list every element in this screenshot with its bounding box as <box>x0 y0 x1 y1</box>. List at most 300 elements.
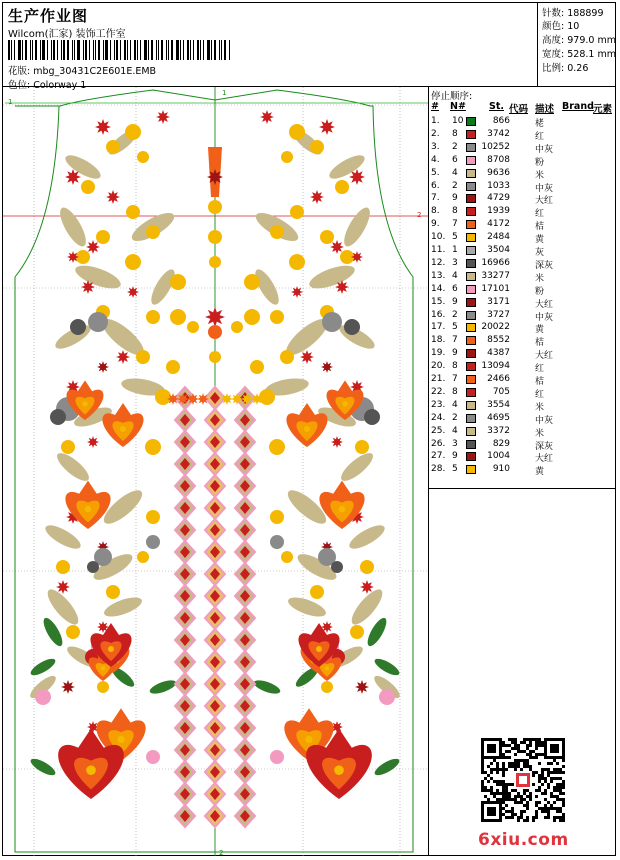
qr-module <box>535 744 538 747</box>
qr-module <box>547 816 550 819</box>
barcode-bar <box>85 40 87 60</box>
row-description: 红 <box>535 131 545 142</box>
row-stitches: 8708 <box>487 154 510 165</box>
row-stitches: 3742 <box>487 128 510 139</box>
row-stitches: 8552 <box>487 335 510 346</box>
barcode-bar <box>40 40 41 60</box>
barcode-bar <box>8 40 10 60</box>
qr-module <box>505 792 508 795</box>
qr-module <box>511 798 514 801</box>
qr-module <box>514 741 517 744</box>
qr-module <box>556 771 559 774</box>
qr-module <box>502 807 505 810</box>
flower-motif <box>85 506 92 513</box>
qr-module <box>484 786 487 789</box>
row-index: 27. <box>431 451 446 462</box>
flower-motif <box>305 736 312 743</box>
qr-module <box>520 768 523 771</box>
flower-motif <box>125 124 141 140</box>
qr-module <box>562 783 565 786</box>
qr-module <box>496 789 499 792</box>
stat-height: 高度: 979.0 mm <box>542 35 616 46</box>
flower-motif <box>342 401 347 406</box>
qr-module <box>523 792 526 795</box>
qr-module <box>547 762 550 765</box>
design-file-label: 花版: <box>8 66 31 77</box>
qr-module <box>493 768 496 771</box>
thistle-motif <box>310 190 324 204</box>
design-file-name: mbg_30431C2E601E.EMB <box>33 66 157 77</box>
barcode-bar <box>200 40 201 60</box>
col-index: # <box>431 101 439 112</box>
leaf-motif <box>339 204 374 250</box>
qr-module <box>508 816 511 819</box>
row-index: 18. <box>431 335 446 346</box>
flower-motif <box>88 312 108 332</box>
qr-module <box>526 795 529 798</box>
qr-module <box>559 789 562 792</box>
color-swatch <box>466 143 476 152</box>
qr-module <box>520 810 523 813</box>
row-stitches: 10252 <box>481 141 510 152</box>
flower-motif <box>146 750 160 764</box>
flower-motif <box>344 319 360 335</box>
qr-module <box>556 786 559 789</box>
qr-module <box>532 750 535 753</box>
color-swatch <box>466 272 476 281</box>
row-index: 25. <box>431 425 446 436</box>
row-stitches: 4172 <box>487 219 510 230</box>
row-description: 桔 <box>535 338 545 349</box>
qr-module <box>502 783 505 786</box>
row-index: 13. <box>431 270 446 281</box>
qr-module <box>505 756 508 759</box>
qr-module <box>562 780 565 783</box>
flower-motif <box>126 205 140 219</box>
leaf-motif <box>252 678 282 697</box>
flower-motif <box>289 254 305 270</box>
qr-module <box>517 816 520 819</box>
color-swatch <box>466 117 476 126</box>
row-description: 桔 <box>535 222 545 233</box>
color-swatch <box>466 182 476 191</box>
flower-motif <box>316 646 322 652</box>
flower-motif <box>209 351 221 363</box>
qr-module <box>541 753 544 756</box>
barcode-bar <box>18 40 21 60</box>
qr-module <box>556 777 559 780</box>
qr-module <box>526 747 529 750</box>
thistle-motif <box>335 280 349 294</box>
row-description: 大红 <box>535 299 554 310</box>
qr-module <box>502 741 505 744</box>
color-swatch <box>466 220 476 229</box>
qr-module <box>517 795 520 798</box>
design-file-line <box>8 63 156 77</box>
qr-module <box>547 801 550 804</box>
thistle-motif <box>97 361 109 373</box>
flower-motif <box>56 560 70 574</box>
barcode-bar <box>224 40 226 60</box>
qr-module <box>511 741 514 744</box>
qr-module <box>547 768 550 771</box>
thistle-motif <box>207 169 223 185</box>
qr-module <box>514 765 517 768</box>
qr-module <box>481 771 484 774</box>
leaf-motif <box>102 594 144 621</box>
thistle-motif <box>81 280 95 294</box>
row-index: 22. <box>431 386 446 397</box>
flower-motif <box>379 689 395 705</box>
qr-module <box>508 756 511 759</box>
qr-module <box>535 813 538 816</box>
flower-motif <box>146 510 160 524</box>
qr-module <box>481 762 484 765</box>
qr-module <box>526 744 529 747</box>
row-description: 中灰 <box>535 144 554 155</box>
col-element: 元素 <box>593 104 613 115</box>
leaf-motif <box>346 521 388 553</box>
qr-module <box>559 792 562 795</box>
flower-motif <box>82 401 87 406</box>
row-stitches: 866 <box>492 116 510 126</box>
thistle-motif <box>205 307 225 327</box>
qr-module <box>511 810 514 813</box>
flower-motif <box>87 561 99 573</box>
qr-module <box>523 765 526 768</box>
barcode-bar <box>161 40 163 60</box>
flower-motif <box>364 409 380 425</box>
qr-module <box>508 783 511 786</box>
qr-module <box>523 750 526 753</box>
qr-module <box>523 804 526 807</box>
row-stitches: 3372 <box>487 425 510 436</box>
qr-module <box>502 789 505 792</box>
row-needle: 9 <box>452 193 458 204</box>
qr-module <box>490 786 493 789</box>
color-swatch <box>466 298 476 307</box>
barcode-bar <box>22 40 23 60</box>
qr-module <box>487 789 490 792</box>
row-needle: 1 <box>452 245 458 255</box>
row-index: 28. <box>431 464 446 475</box>
qr-module <box>547 771 550 774</box>
barcode-bar <box>25 40 27 60</box>
barcode-bar <box>221 40 222 60</box>
qr-module <box>553 795 556 798</box>
thistle-motif <box>319 119 335 135</box>
qr-module <box>508 744 511 747</box>
flower-motif <box>290 205 304 219</box>
qr-module <box>520 795 523 798</box>
qr-module <box>559 771 562 774</box>
qr-module <box>514 789 517 792</box>
qr-module <box>508 750 511 753</box>
qr-module <box>484 789 487 792</box>
qr-module <box>532 819 535 822</box>
qr-module <box>559 816 562 819</box>
qr-module <box>538 762 541 765</box>
qr-module <box>547 810 550 813</box>
barcode-bar <box>32 40 33 60</box>
qr-module <box>484 771 487 774</box>
qr-module <box>514 759 517 762</box>
qr-module <box>502 798 505 801</box>
qr-module <box>505 798 508 801</box>
qr-module <box>553 819 556 822</box>
flower-motif <box>322 312 342 332</box>
qr-module <box>523 819 526 822</box>
qr-module <box>496 792 499 795</box>
barcode-bar <box>137 40 138 60</box>
qr-module <box>532 738 535 741</box>
qr-module <box>562 798 565 801</box>
row-stitches: 3727 <box>487 309 510 320</box>
row-index: 11. <box>431 245 446 255</box>
qr-module <box>481 786 484 789</box>
barcode-bar <box>134 40 136 60</box>
qr-module <box>544 807 547 810</box>
marker-right: 2 <box>417 211 422 219</box>
qr-module <box>529 744 532 747</box>
color-swatch <box>466 388 476 397</box>
qr-module <box>508 792 511 795</box>
row-description: 大红 <box>535 454 554 465</box>
qr-module <box>562 792 565 795</box>
stat-width: 宽度: 528.1 mm <box>542 49 616 60</box>
qr-module <box>487 807 496 816</box>
qr-module <box>508 762 511 765</box>
color-swatch <box>466 156 476 165</box>
color-swatch <box>466 440 476 449</box>
qr-module <box>550 771 553 774</box>
leaf-motif <box>337 449 377 485</box>
qr-module <box>505 795 508 798</box>
barcode-bar <box>193 40 194 60</box>
qr-module <box>517 762 520 765</box>
barcode-bar <box>35 40 37 60</box>
qr-module <box>484 795 487 798</box>
qr-module <box>514 747 517 750</box>
row-description: 灰 <box>535 248 545 258</box>
qr-module <box>529 765 532 768</box>
barcode-bar <box>171 40 173 60</box>
row-description: 粉 <box>535 286 545 297</box>
qr-module <box>538 777 541 780</box>
thistle-motif <box>360 580 374 594</box>
row-index: 20. <box>431 361 446 372</box>
table-bottom-divider <box>429 488 616 489</box>
flower-motif <box>155 389 171 405</box>
row-index: 17. <box>431 322 446 333</box>
qr-module <box>553 807 556 810</box>
flower-motif <box>106 585 120 599</box>
qr-module <box>502 762 505 765</box>
qr-module <box>535 789 538 792</box>
qr-module <box>496 768 499 771</box>
qr-module <box>556 762 559 765</box>
color-swatch <box>466 323 476 332</box>
flower-motif <box>187 321 199 333</box>
flower-motif <box>120 426 126 432</box>
row-needle: 2 <box>452 180 458 191</box>
qr-module <box>526 789 529 792</box>
qr-module <box>562 819 565 822</box>
qr-module <box>517 750 520 753</box>
qr-module <box>502 792 505 795</box>
qr-module <box>523 810 526 813</box>
qr-module <box>550 804 553 807</box>
flower-motif <box>146 310 160 324</box>
qr-module <box>562 786 565 789</box>
leaf-motif <box>286 594 328 621</box>
qr-module <box>541 807 544 810</box>
watermark-logo: 6xiu.com <box>478 830 569 850</box>
qr-module <box>505 804 508 807</box>
qr-module <box>529 738 532 741</box>
leaf-motif <box>55 204 90 250</box>
row-needle: 4 <box>452 270 458 281</box>
qr-module <box>559 819 562 822</box>
qr-module <box>499 798 502 801</box>
qr-module <box>487 774 490 777</box>
flower-motif <box>339 506 346 513</box>
row-description: 黄 <box>535 467 545 478</box>
row-description: 米 <box>535 273 545 284</box>
qr-module <box>526 819 529 822</box>
qr-module <box>562 765 565 768</box>
qr-module <box>535 801 538 804</box>
row-stitches: 829 <box>492 438 510 449</box>
qr-module <box>559 777 562 780</box>
barcode-bar <box>72 40 73 60</box>
row-description: 红 <box>535 364 545 375</box>
qr-module <box>541 744 544 747</box>
qr-module <box>538 774 541 777</box>
barcode-bar <box>77 40 80 60</box>
row-stitches: 20022 <box>481 322 510 333</box>
qr-module <box>544 789 547 792</box>
thistle-motif <box>321 361 333 373</box>
barcode-bar <box>30 40 31 60</box>
qr-module <box>496 798 499 801</box>
flower-motif <box>117 736 124 743</box>
embroidery-design <box>3 87 428 856</box>
qr-module <box>511 762 514 765</box>
row-index: 2. <box>431 128 440 139</box>
qr-module <box>550 777 553 780</box>
flower-motif <box>145 439 161 455</box>
barcode-bar <box>98 40 100 60</box>
qr-module <box>481 780 484 783</box>
row-needle: 10 <box>452 116 464 126</box>
color-swatch <box>466 169 476 178</box>
row-needle: 9 <box>452 451 458 462</box>
row-index: 21. <box>431 374 446 384</box>
row-index: 16. <box>431 309 446 320</box>
barcode-bar <box>51 40 52 60</box>
row-description: 黄 <box>535 235 545 246</box>
qr-module <box>511 747 514 750</box>
qr-module <box>529 750 532 753</box>
row-stitches: 4729 <box>487 193 510 204</box>
col-brand: Brand <box>562 101 594 112</box>
qr-module <box>538 801 541 804</box>
row-description: 红 <box>535 389 545 400</box>
qr-module <box>532 756 535 759</box>
stop-sequence-label: 停止顺序: <box>431 91 473 102</box>
row-index: 3. <box>431 141 440 152</box>
row-needle: 2 <box>452 309 458 320</box>
row-needle: 7 <box>452 374 458 384</box>
leaf-motif <box>372 756 401 778</box>
qr-module <box>562 816 565 819</box>
row-index: 5. <box>431 167 440 178</box>
qr-module <box>535 816 538 819</box>
barcode-bar <box>229 40 230 60</box>
qr-module <box>562 804 565 807</box>
flower-motif <box>125 254 141 270</box>
qr-module <box>499 792 502 795</box>
thistle-motif <box>349 169 365 185</box>
thistle-motif <box>330 240 344 254</box>
qr-module <box>517 792 520 795</box>
row-stitches: 3504 <box>487 245 510 255</box>
qr-module <box>553 768 556 771</box>
qr-module <box>490 768 493 771</box>
barcode-bar <box>124 40 126 60</box>
row-stitches: 9636 <box>487 167 510 178</box>
qr-module <box>550 792 553 795</box>
qr-module <box>529 756 532 759</box>
flower-motif <box>137 551 149 563</box>
qr-module <box>505 750 508 753</box>
flower-motif <box>86 765 96 775</box>
row-stitches: 705 <box>492 386 510 397</box>
barcode-bar <box>127 40 128 60</box>
row-needle: 2 <box>452 412 458 423</box>
barcode-bar <box>148 40 149 60</box>
color-swatch <box>466 130 476 139</box>
leaf-motif <box>148 678 178 697</box>
qr-module <box>502 771 505 774</box>
qr-module <box>502 795 505 798</box>
row-description: 深灰 <box>535 441 554 452</box>
qr-module <box>553 816 556 819</box>
flower-motif <box>280 350 294 364</box>
qr-module <box>559 783 562 786</box>
qr-module <box>508 798 511 801</box>
row-description: 粉 <box>535 157 545 168</box>
row-needle: 4 <box>452 167 458 178</box>
barcode-bar <box>176 40 179 60</box>
flower-motif <box>244 309 260 325</box>
qr-module <box>559 768 562 771</box>
stat-colors: 颜色: 10 <box>542 21 580 32</box>
flower-motif <box>146 535 160 549</box>
qr-module <box>541 810 544 813</box>
row-index: 8. <box>431 206 440 217</box>
qr-module <box>553 789 556 792</box>
qr-module <box>505 744 508 747</box>
row-needle: 8 <box>452 361 458 372</box>
flower-motif <box>334 765 344 775</box>
qr-module <box>550 807 553 810</box>
thistle-motif <box>116 350 130 364</box>
qr-module <box>526 804 529 807</box>
qr-module <box>526 807 529 810</box>
flower-motif <box>355 440 369 454</box>
